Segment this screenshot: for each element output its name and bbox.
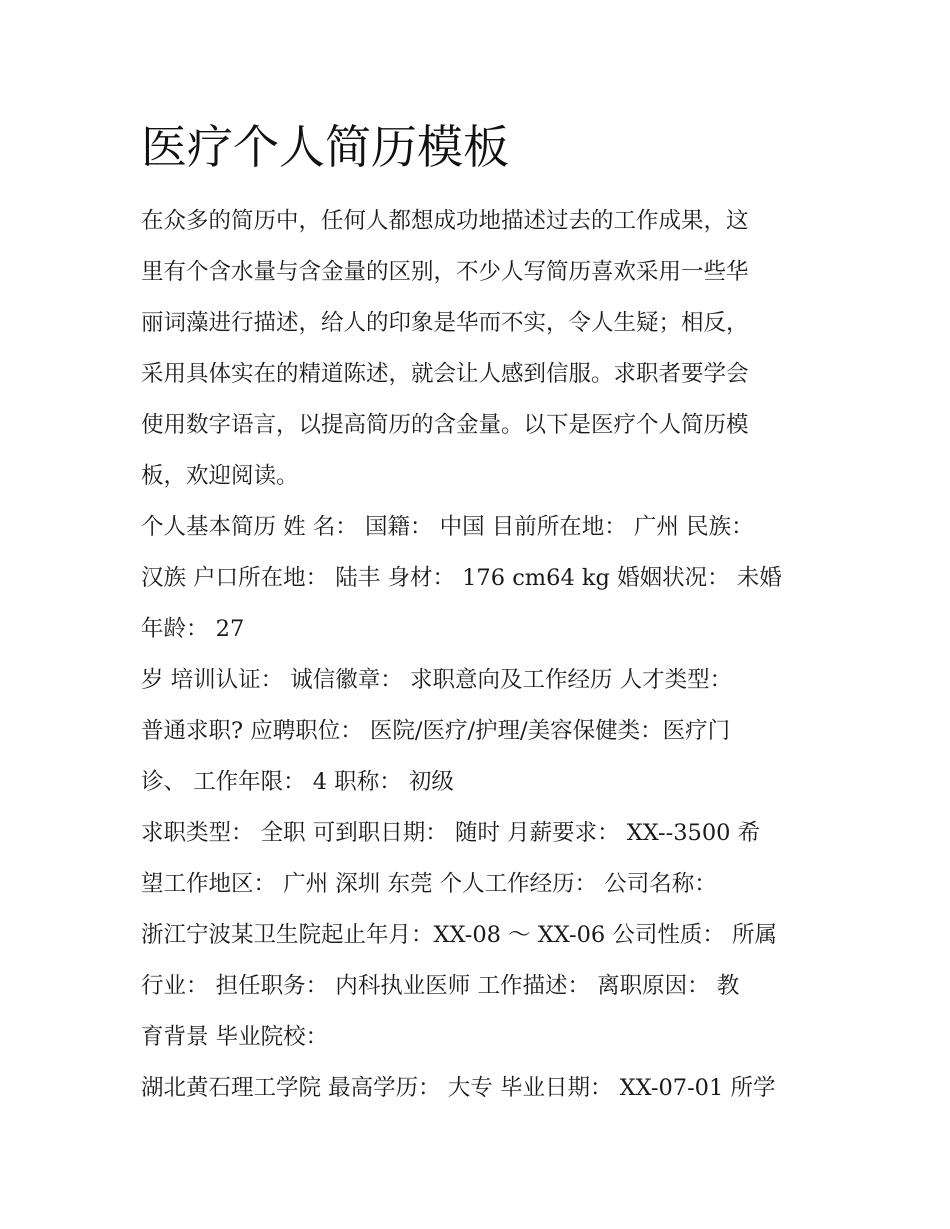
- body-line: 行业： 担任职务： 内科执业医师 工作描述： 离职原因： 教: [141, 973, 740, 999]
- body-line: 望工作地区： 广州 深圳 东莞 个人工作经历： 公司名称：: [141, 871, 717, 897]
- body-line: 诊、 工作年限： 4 职称： 初级: [141, 769, 454, 795]
- body-line: 丽词藻进行描述，给人的印象是华而不实，令人生疑；相反，: [141, 310, 749, 336]
- page-title: 医疗个人简历模板: [141, 120, 509, 174]
- body-line: 使用数字语言，以提高简历的含金量。以下是医疗个人简历模: [141, 412, 749, 438]
- body-line: 在众多的简历中，任何人都想成功地描述过去的工作成果，这: [141, 208, 749, 234]
- body-line: 汉族 户口所在地： 陆丰 身材： 176 cm64 kg 婚姻状况： 未婚: [141, 565, 782, 591]
- body-line: 采用具体实在的精道陈述，就会让人感到信服。求职者要学会: [141, 361, 749, 387]
- body-line: 求职类型： 全职 可到职日期： 随时 月薪要求： XX--3500 希: [141, 820, 761, 846]
- body-line: 年龄： 27: [141, 616, 245, 642]
- body-line: 普通求职? 应聘职位： 医院/医疗/护理/美容保健类：医疗门: [141, 718, 731, 744]
- body-line: 板，欢迎阅读。: [141, 463, 299, 489]
- body-line: 个人基本简历 姓 名： 国籍： 中国 目前所在地： 广州 民族：: [141, 514, 754, 540]
- body-line: 湖北黄石理工学院 最高学历： 大专 毕业日期： XX-07-01 所学: [141, 1075, 776, 1101]
- body-line: 育背景 毕业院校：: [141, 1024, 329, 1050]
- body-line: 里有个含水量与含金量的区别，不少人写简历喜欢采用一些华: [141, 259, 749, 285]
- body-line: 岁 培训认证： 诚信徽章： 求职意向及工作经历 人才类型：: [141, 667, 733, 693]
- body-line: 浙江宁波某卫生院起止年月：XX-08 ～ XX-06 公司性质： 所属: [141, 922, 778, 948]
